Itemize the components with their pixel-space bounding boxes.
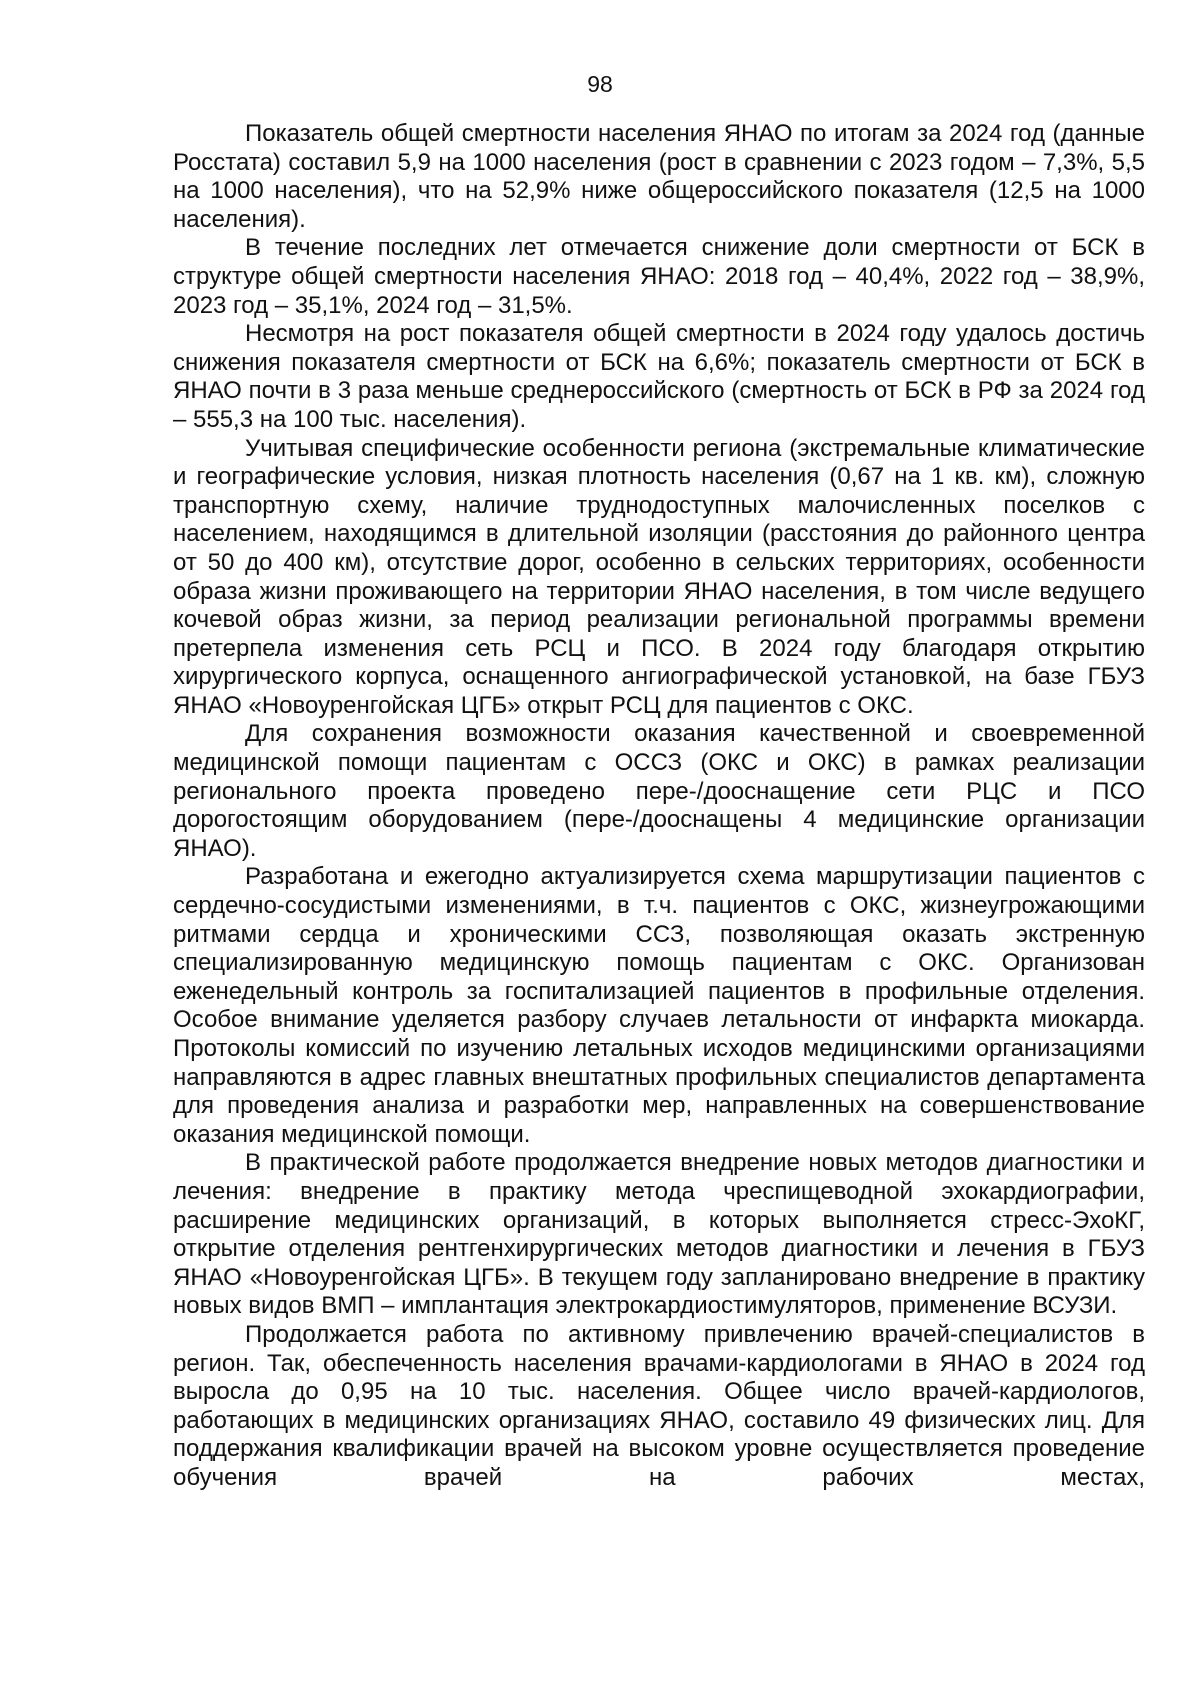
paragraph-mortality-rate: Показатель общей смертности населения ЯНАО по итогам за 2024 год (данные Росстата) составил 5,9 на 1000 населения (рост в сравнении с 2023 годом – 7,3%, 5,5 на 1000 населения), что на 52,9% ниже общероссийского показателя (12,5 на 1000 населения).	[173, 120, 1145, 233]
page-number: 98	[587, 71, 613, 97]
paragraph-equipment: Для сохранения возможности оказания качественной и своевременной медицинской помощи пациентам с ОССЗ (ОКС и ОКС) в рамках реализации регионального проекта проведено пере-/дооснащение сети РЦС и ПСО дорогостоящим оборудованием (пере-/дооснащены 4 медицинские организации ЯНАО).	[173, 720, 1145, 862]
paragraph-staffing: Продолжается работа по активному привлечению врачей-специалистов в регион. Так, обеспеченность населения врачами-кардиологами в ЯНАО в 2024 год выросла до 0,95 на 10 тыс. населения. Общее число врачей-кардиологов, работающих в медицинских организациях ЯНАО, составило 49 физических лиц. Для поддержания квалификации врачей на высоком уровне осуществляется проведение обучения врачей на рабочих местах,	[173, 1320, 1145, 1491]
document-body	[173, 120, 1145, 1493]
paragraph-new-methods: В практической работе продолжается внедрение новых методов диагностики и лечения: внедрение в практику метода чреспищеводной эхокардиографии, расширение медицинских организаций, в которых выполняется стресс-ЭхоКГ, открытие отделения рентгенхирургических методов диагностики и лечения в ГБУЗ ЯНАО «Новоуренгойская ЦГБ». В текущем году запланировано внедрение в практику новых видов ВМП – имплантация электрокардиостимуляторов, применение ВСУЗИ.	[173, 1149, 1145, 1320]
paragraph-routing-scheme: Разработана и ежегодно актуализируется схема маршрутизации пациентов с сердечно-сосудистыми изменениями, в т.ч. пациентов с ОКС, жизнеугрожающими ритмами сердца и хроническими ССЗ, позволяющая оказать экстренную специализированную медицинскую помощь пациентам с ОКС. Организован еженедельный контроль за госпитализацией пациентов в профильные отделения. Особое внимание уделяется разбору случаев летальности от инфаркта миокарда. Протоколы комиссий по изучению летальных исходов медицинскими организациями направляются в адрес главных внештатных профильных специалистов департамента для проведения анализа и разработки мер, направленных на совершенствование оказания медицинской помощи.	[173, 863, 1145, 1148]
paragraph-bsk-share: В течение последних лет отмечается снижение доли смертности от БСК в структуре общей смертности населения ЯНАО: 2018 год – 40,4%, 2022 год – 38,9%, 2023 год – 35,1%, 2024 год – 31,5%.	[173, 234, 1145, 319]
paragraph-region-specifics: Учитывая специфические особенности региона (экстремальные климатические и географические условия, низкая плотность населения (0,67 на 1 кв. км), сложную транспортную схему, наличие труднодоступных малочисленных поселков с населением, находящимся в длительной изоляции (расстояния до районного центра от 50 до 400 км), отсутствие дорог, особенно в сельских территориях, особенности образа жизни проживающего на территории ЯНАО населения, в том числе ведущего кочевой образ жизни, за период реализации региональной программы времени претерпела изменения сеть РСЦ и ПСО. В 2024 году благодаря открытию хирургического корпуса, оснащенного ангиографической установкой, на базе ГБУЗ ЯНАО «Новоуренгойская ЦГБ» открыт РСЦ для пациентов с ОКС.	[173, 434, 1145, 719]
paragraph-bsk-reduction: Несмотря на рост показателя общей смертности в 2024 году удалось достичь снижения показателя смертности от БСК на 6,6%; показатель смертности от БСК в ЯНАО почти в 3 раза меньше среднероссийского (смертность от БСК в РФ за 2024 год – 555,3 на 100 тыс. населения).	[173, 320, 1145, 433]
